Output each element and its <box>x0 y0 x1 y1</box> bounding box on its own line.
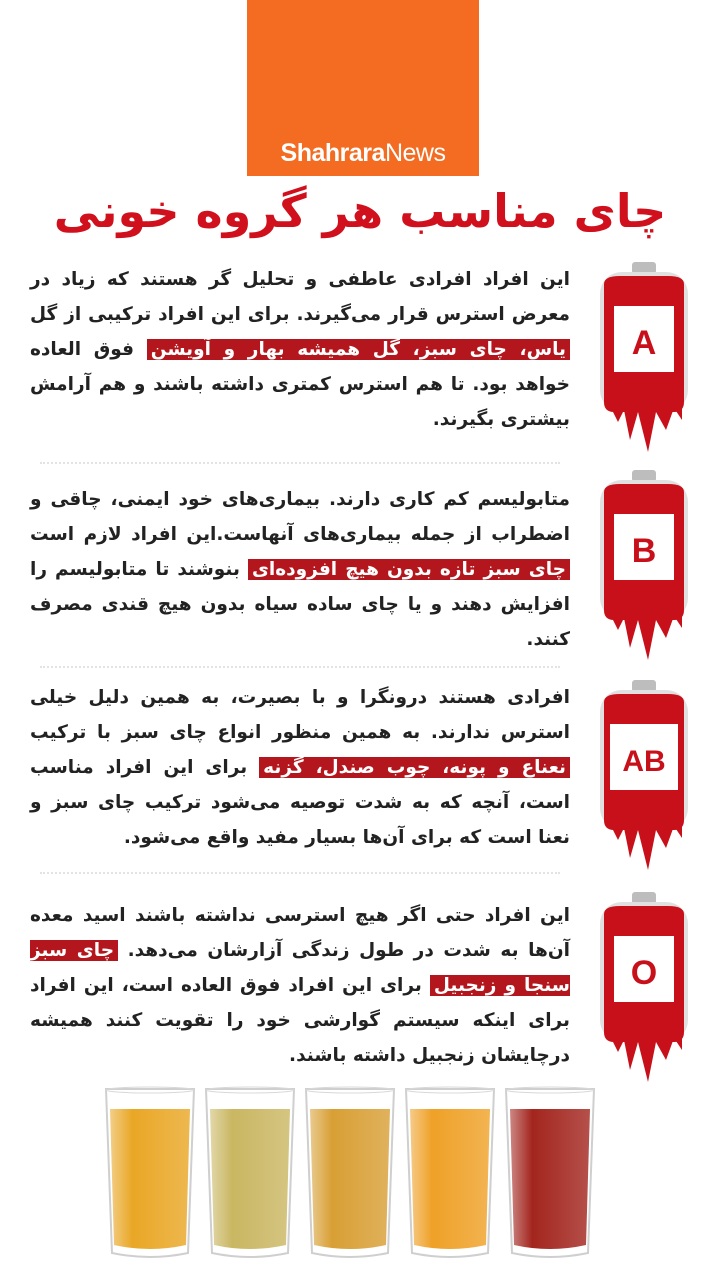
blood-group-o-description: این افراد حتی اگر هیچ استرسی نداشته باشند اسید معده آن‌ها به شدت در طول زندگی آزارشان می‌دهد. چای سبز سنجا و زنجبیل برای این افراد فوق العاده است، این افراد برای اینکه سیستم گوارشی خود را تقویت کنند همیشه درچایشان زنجبیل داشته باشند. <box>30 905 570 1066</box>
blood-group-label: O <box>630 954 658 992</box>
blood-group-a-description: این افراد افرادی عاطفی و تحلیل گر هستند که زیاد در معرض استرس قرار می‌گیرند. برای این افراد ترکیبی از گل یاس، چای سبز، گل همیشه بهار و آویشن فوق العاده خواهد بود. تا هم استرس کمتری داشته باشند و هم آرامش بیشتری بگیرند. <box>30 269 570 430</box>
brand-logo-box <box>247 0 479 176</box>
divider <box>40 666 560 668</box>
blood-group-label: A <box>631 324 657 362</box>
blood-bag-ab-icon <box>590 680 698 870</box>
page-title: چای مناسب هر گروه خونی <box>53 184 667 238</box>
blood-group-b-description: متابولیسم کم کاری دارند. بیماری‌های خود ایمنی، چاقی و اضطراب از جمله بیماری‌های آنهاست.این افراد لازم است چای سبز تازه بدون هیچ افزوده‌ای بنوشند تا متابولیسم را افزایش دهند و یا چای ساده سیاه بدون هیچ قندی مصرف کنند. <box>30 489 570 650</box>
brand-logo: ShahraraNews <box>280 139 446 167</box>
tea-glass-icon <box>406 1087 494 1257</box>
tea-glass-icon <box>106 1087 194 1257</box>
highlight-tea: نعناع و پونه، چوب صندل، گزنه <box>259 757 570 778</box>
blood-group-ab-description: افرادی هستند درونگرا و با بصیرت، به همین دلیل خیلی استرس ندارند. به همین منظور انواع چای سبز با ترکیب نعناع و پونه، چوب صندل، گزنه برای این افراد مناسب است، آنچه که به شدت توصیه می‌شود ترکیب چای سبز و نعنا است که برای آن‌ها بسیار مفید واقع می‌شود. <box>30 687 570 848</box>
divider <box>40 872 560 874</box>
highlight-tea: یاس، چای سبز، گل همیشه بهار و آویشن <box>147 339 570 360</box>
tea-glass-icon <box>306 1087 394 1257</box>
tea-glasses-illustration <box>100 1085 620 1265</box>
divider <box>40 462 560 464</box>
blood-group-label: AB <box>622 745 666 778</box>
tea-glass-icon <box>506 1087 594 1257</box>
highlight-tea: چای سبز سنجا و زنجبیل <box>30 940 570 996</box>
highlight-tea: چای سبز تازه بدون هیچ افزوده‌ای <box>248 559 570 580</box>
blood-bag-o-icon <box>590 892 698 1082</box>
blood-bag-b-icon <box>590 470 698 660</box>
tea-glass-icon <box>206 1087 294 1257</box>
blood-bag-a-icon <box>590 262 698 452</box>
blood-group-label: B <box>631 532 657 570</box>
